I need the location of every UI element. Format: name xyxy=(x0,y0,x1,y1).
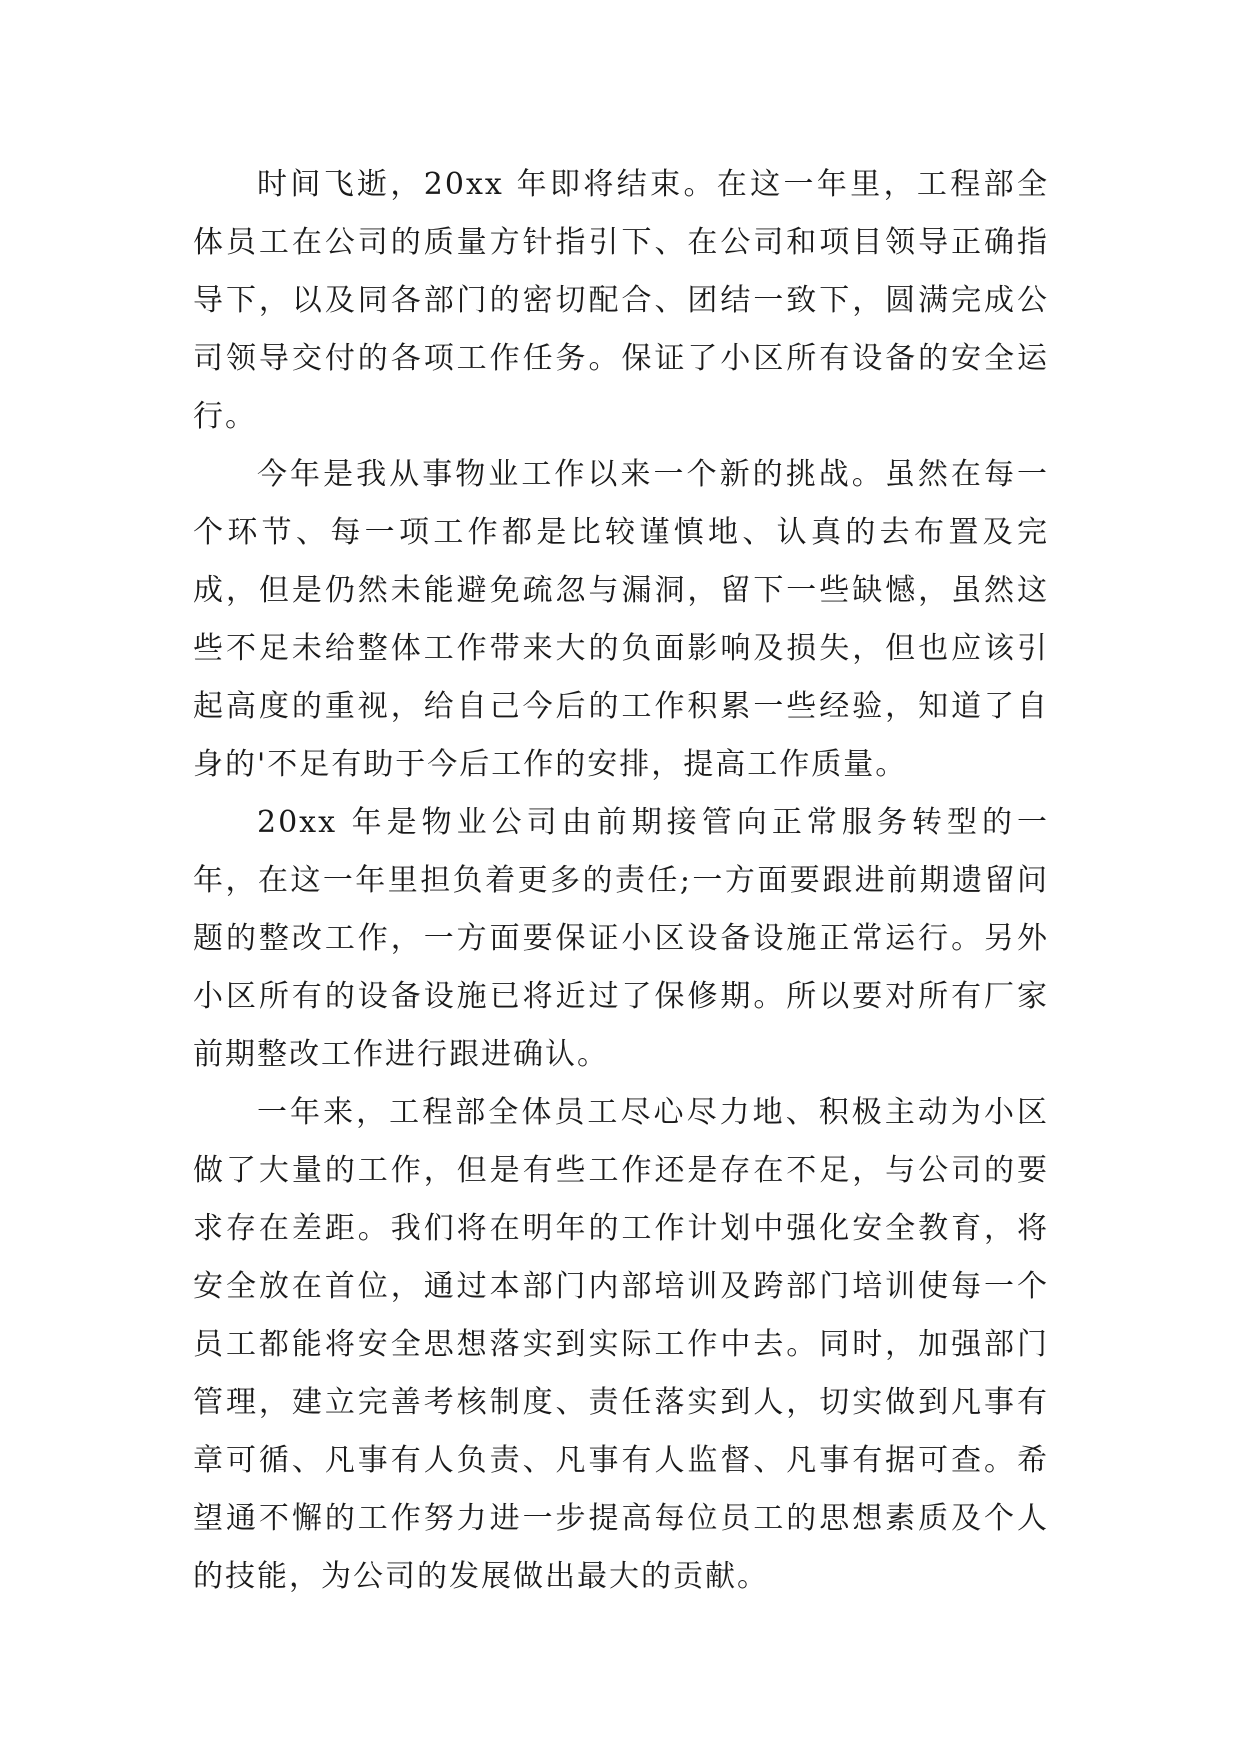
document-body xyxy=(193,156,1049,1606)
paragraph-4: 一年来，工程部全体员工尽心尽力地、积极主动为小区做了大量的工作，但是有些工作还是存在不足，与公司的要求存在差距。我们将在明年的工作计划中强化安全教育，将安全放在首位，通过本部门内部培训及跨部门培训使每一个员工都能将安全思想落实到实际工作中去。同时，加强部门管理，建立完善考核制度、责任落实到人，切实做到凡事有章可循、凡事有人负责、凡事有人监督、凡事有据可查。希望通不懈的工作努力进一步提高每位员工的思想素质及个人的技能，为公司的发展做出最大的贡献。 xyxy=(193,1095,1049,1594)
paragraph-3: 20xx 年是物业公司由前期接管向正常服务转型的一年，在这一年里担负着更多的责任;一方面要跟进前期遗留问题的整改工作，一方面要保证小区设备设施正常运行。另外小区所有的设备设施已将近过了保修期。所以要对所有厂家前期整改工作进行跟进确认。 xyxy=(193,805,1049,1072)
paragraph-2: 今年是我从事物业工作以来一个新的挑战。虽然在每一个环节、每一项工作都是比较谨慎地、认真的去布置及完成，但是仍然未能避免疏忽与漏洞，留下一些缺憾，虽然这些不足未给整体工作带来大的负面影响及损失，但也应该引起高度的重视，给自己今后的工作积累一些经验，知道了自身的'不足有助于今后工作的安排，提高工作质量。 xyxy=(193,457,1049,782)
paragraph-1: 时间飞逝，20xx 年即将结束。在这一年里，工程部全体员工在公司的质量方针指引下、在公司和项目领导正确指导下，以及同各部门的密切配合、团结一致下，圆满完成公司领导交付的各项工作任务。保证了小区所有设备的安全运行。 xyxy=(193,167,1049,434)
